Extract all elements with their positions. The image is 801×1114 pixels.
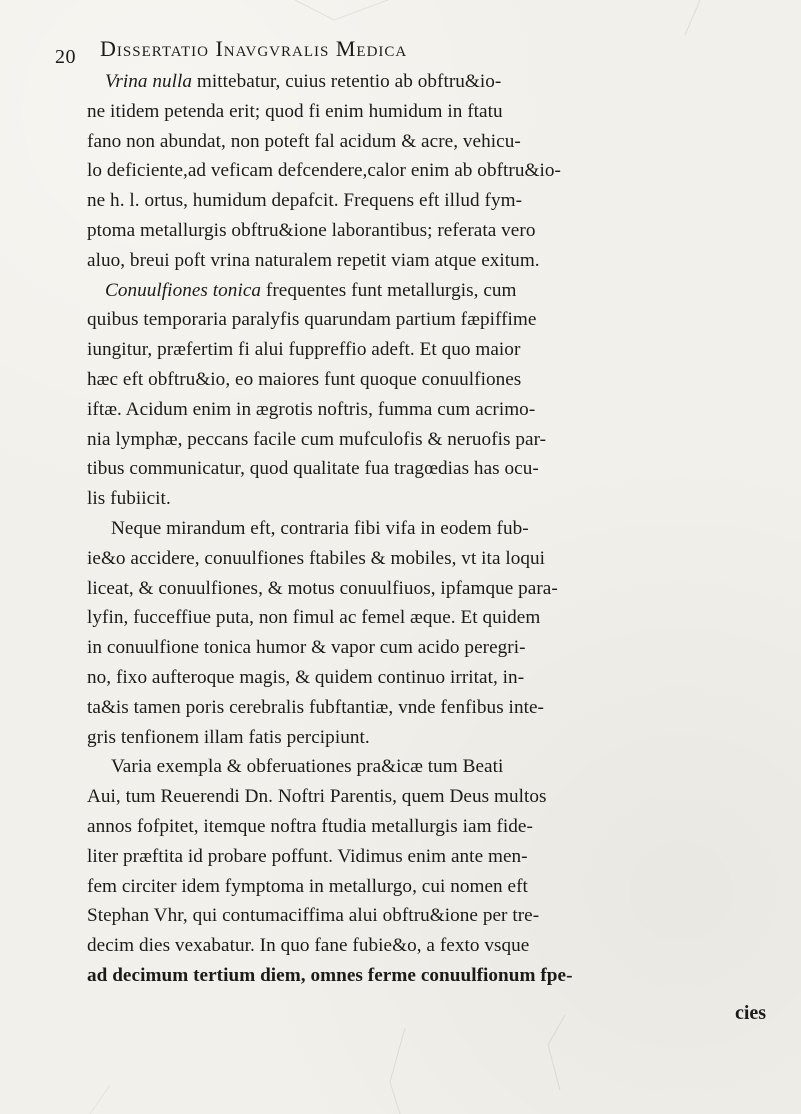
text-line: ptoma metallurgis obftru&ione laborantibus; referata vero [87, 220, 536, 241]
text-line: ie&o accidere, conuulfiones ftabiles & mobiles, vt ita loqui [87, 547, 546, 569]
text-line: quibus temporaria paralyfis quarundam partium fæpiffime [87, 309, 537, 331]
text-line: in conuulfione tonica humor & vapor cum acido peregri- [87, 637, 526, 659]
text-line: ne itidem petenda erit; quod fi enim humidum in ftatu [87, 100, 503, 122]
text-line: ta&is tamen poris cerebralis fubftantiæ, vnde fenfibus inte- [87, 696, 544, 718]
text-line: iftæ. Acidum enim in ægrotis noftris, fumma cum acrimo- [87, 398, 536, 420]
text-line: Stephan Vhr, qui contumaciffima alui obftru&ione per tre- [87, 905, 540, 927]
text-line: Neque mirandum eft, contraria fibi vifa in eodem fub- [111, 518, 529, 539]
main-text [45, 72, 780, 1102]
text-line: hæc eft obftru&io, eo maiores funt quoque conuulfiones [87, 369, 522, 390]
text-line: ne h. l. ortus, humidum depafcit. Frequens eft illud fym- [87, 190, 523, 212]
text-line: annos fofpitet, itemque noftra ftudia metallurgis iam fide- [87, 816, 533, 837]
text-line: liter præftita id probare poffunt. Vidimus enim ante men- [87, 845, 528, 867]
text-line: aluo, breui poft vrina naturalem repetit viam atque exitum. [87, 249, 540, 271]
text-line: lis fubiicit. [87, 488, 171, 510]
text-line: fem circiter idem fymptoma in metallurgo, cui nomen eft [87, 875, 528, 897]
page-number: 20 [55, 46, 76, 68]
text-line: tibus communicatur, quod qualitate fua tragœdias has ocu- [87, 458, 539, 480]
text-line: lo deficiente,ad veficam defcendere,calor enim ab obftru&io- [87, 160, 561, 182]
text-line: lyfin, fucceffiue puta, non fimul ac femel æque. Et quidem [87, 607, 541, 629]
text-line: iungitur, præfertim fi alui fuppreffio adeft. Et quo maior [87, 339, 521, 361]
text-line: decim dies vexabatur. In quo fane fubie&o, a fexto vsque [87, 935, 530, 957]
text-line: no, fixo aufteroque magis, & quidem continuo irritat, in- [87, 667, 525, 688]
page-header [40, 36, 760, 66]
text-line: nia lymphæ, peccans facile cum mufculofis & neruofis par- [87, 428, 547, 450]
catchword: cies [735, 1002, 767, 1024]
text-line: Conuulfiones tonica frequentes funt metallurgis, cum [105, 279, 517, 301]
text-line: fano non abundat, non poteft fal acidum & acre, vehicu- [87, 130, 521, 152]
text-line: gris tenfionem illam fatis percipiunt. [87, 726, 370, 748]
text-line: Vrina nulla mittebatur, cuius retentio ab obftru&io- [105, 71, 502, 92]
running-title: Dissertatio Inavgvralis Medica [100, 36, 408, 61]
text-line: Varia exempla & obferuationes pra&icæ tum Beati [111, 756, 504, 778]
text-line: ad decimum tertium diem, omnes ferme conuulfionum fpe- [87, 965, 573, 986]
text-line: liceat, & conuulfiones, & motus conuulfiuos, ipfamque para- [87, 577, 558, 599]
text-line: Aui, tum Reuerendi Dn. Noftri Parentis, quem Deus multos [87, 786, 547, 808]
